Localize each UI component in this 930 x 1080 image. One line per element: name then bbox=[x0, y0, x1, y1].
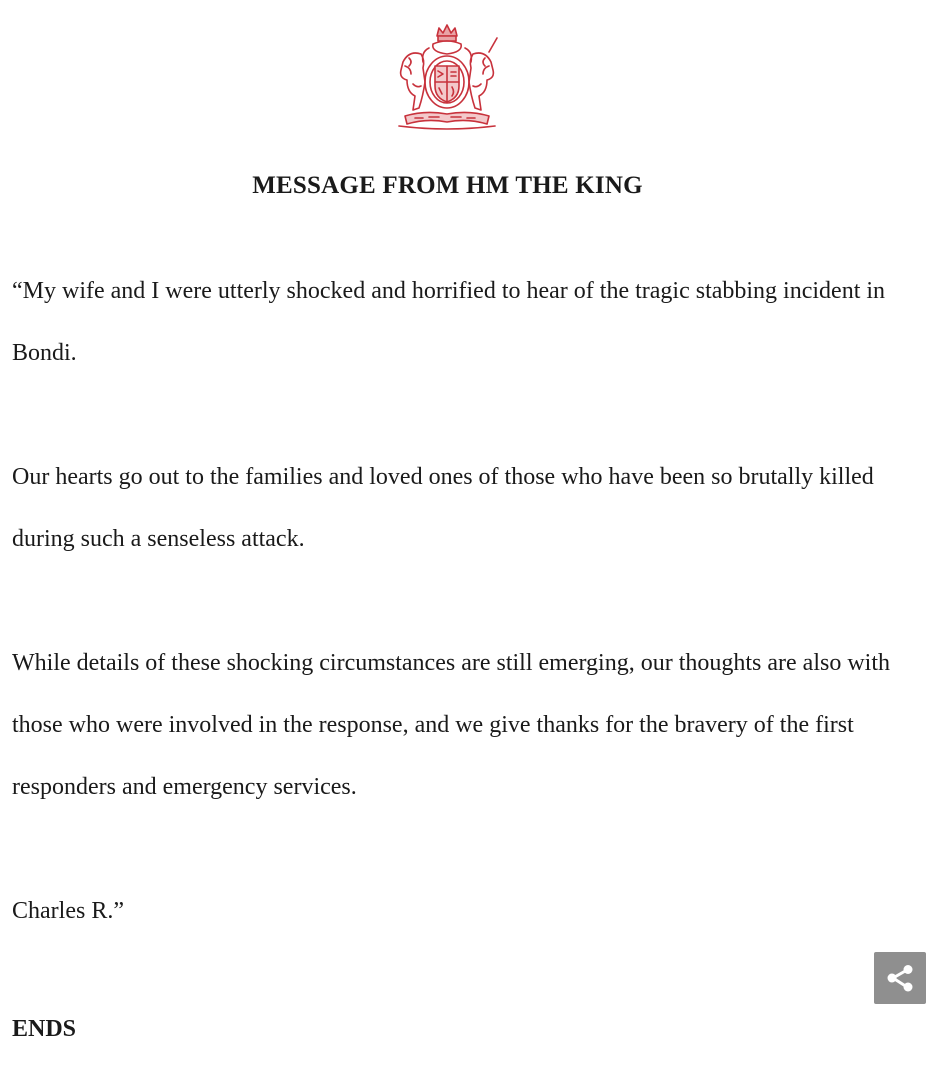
message-paragraph-2: Our hearts go out to the families and loved ones of those who have been so brutally killed during such a senseless attack. bbox=[12, 464, 874, 552]
ends-marker: ENDS bbox=[12, 1016, 77, 1042]
document-title: MESSAGE FROM HM THE KING bbox=[252, 172, 643, 199]
royal-coat-of-arms-icon bbox=[389, 22, 505, 132]
share-button[interactable] bbox=[874, 952, 926, 1004]
message-paragraph-1: “My wife and I were utterly shocked and horrified to hear of the tragic stabbing incident in Bondi. bbox=[12, 278, 886, 366]
share-icon bbox=[884, 962, 916, 994]
signature: Charles R.” bbox=[12, 898, 124, 924]
message-paragraph-3: While details of these shocking circumstances are still emerging, our thoughts are also with those who were involved in the response, and we give thanks for the bravery of the first responders and emergency services. bbox=[12, 650, 890, 800]
